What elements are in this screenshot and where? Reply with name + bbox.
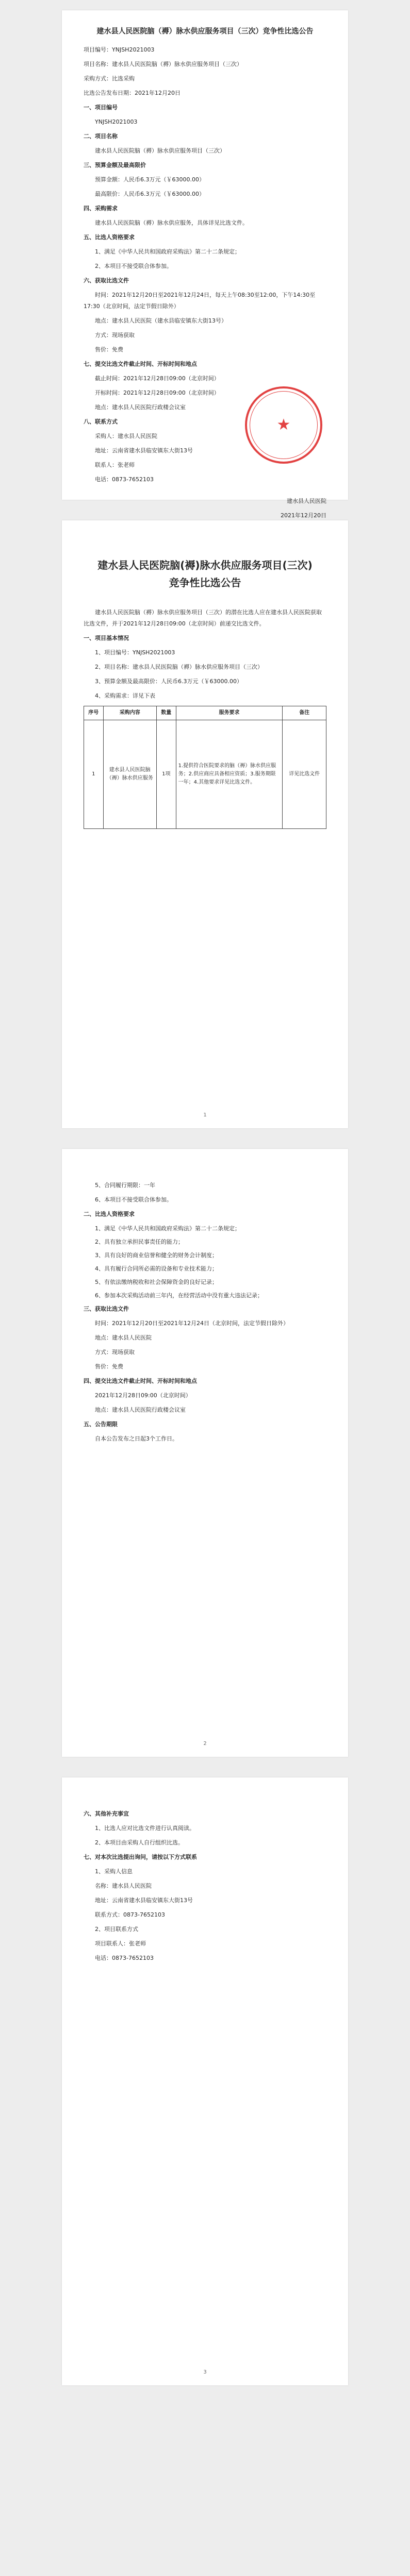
text-line: 比选公告发布日期：2021年12月20日 — [84, 90, 181, 96]
text-line: 联系方式：0873-7652103 — [95, 1911, 165, 1918]
text-line: 1、项目编号：YNJSH2021003 — [95, 649, 175, 656]
list-item: 3、具有良好的商业信誉和健全的财务会计制度； — [95, 1252, 218, 1259]
table-cell: 1.提供符合医院要求的脑（褥）脉水供应服务；2.供应商应具备相应资质；3.服务期限一年；4.其他要求详见比选文件。 — [176, 720, 283, 829]
text-line: 售价：免费 — [95, 1363, 123, 1370]
text-line: 项目名称：建水县人民医院脑（褥）脉水供应服务项目（三次） — [84, 61, 242, 67]
intro-paragraph: 建水县人民医院脑（褥）脉水供应服务项目（三次）的潜在比选人应在建水县人民医院获取比选文件，并于2021年12月28日09:00（北京时间）前递交比选文件。 — [84, 609, 322, 627]
table-header: 备注 — [283, 706, 326, 720]
text-line: 2、项目联系方式 — [95, 1926, 138, 1933]
section-heading: 六、获取比选文件 — [84, 277, 129, 284]
requirements-table — [84, 706, 326, 829]
text-line: 6、本项目不接受联合体参加。 — [95, 1196, 172, 1203]
text-line: 3、预算金额及最高限价：人民币6.3万元（￥63000.00） — [95, 678, 242, 685]
text-line: 项目编号：YNJSH2021003 — [84, 46, 155, 53]
text-line: 2021年12月28日09:00（北京时间） — [95, 1392, 191, 1399]
text-line: 5、合同履行期限：一年 — [95, 1182, 155, 1189]
table-cell: 1 — [84, 720, 104, 829]
text-line: 4、采购需求：详见下表 — [95, 692, 155, 699]
table-cell: 详见比选文件 — [283, 720, 326, 829]
list-item: 6、参加本次采购活动前三年内，在经营活动中没有重大违法记录； — [95, 1292, 263, 1299]
signature-unit: 建水县人民医院 — [287, 498, 326, 504]
text-line: 建水县人民医院脑（褥）脉水供应服务，具体详见比选文件。 — [95, 219, 248, 226]
page-number: 3 — [203, 2369, 207, 2375]
text-line: 地点：建水县人民医院行政楼会议室 — [95, 1406, 186, 1413]
text-line: 地址：云南省建水县临安镇东大街13号 — [95, 1897, 193, 1904]
section-heading: 三、预算金额及最高限价 — [84, 162, 146, 168]
seal-star-icon: ★ — [276, 416, 291, 434]
text-line: 地点：建水县人民医院行政楼会议室 — [95, 404, 186, 411]
section-heading: 四、采购需求 — [84, 205, 118, 212]
text-line: 最高限价：人民币6.3万元（￥63000.00） — [95, 191, 205, 197]
list-item: 5、有依法缴纳税收和社会保障资金的良好记录； — [95, 1279, 218, 1285]
text-line: 时间：2021年12月20日至2021年12月24日（北京时间，法定节假日除外） — [95, 1320, 289, 1327]
table-header: 序号 — [84, 706, 104, 720]
section-heading: 六、其他补充事宜 — [84, 1810, 129, 1817]
table-header: 采购内容 — [103, 706, 156, 720]
table-cell: 1项 — [156, 720, 176, 829]
section-heading: 二、项目名称 — [84, 133, 118, 140]
text-line: 时间：2021年12月20日至2021年12月24日，每天上午08:30至12:00，下午14:30至17:30（北京时间，法定节假日除外） — [84, 292, 316, 310]
section-heading: 三、获取比选文件 — [84, 1306, 129, 1312]
text-line: 采购人：建水县人民医院 — [95, 433, 157, 439]
section-heading: 二、比选人资格要求 — [84, 1211, 135, 1217]
page-2 — [62, 520, 348, 1128]
text-line: 电话：0873-7652103 — [95, 476, 154, 483]
text-line: 2、本项目不接受联合体参加。 — [95, 263, 172, 269]
list-item: 4、具有履行合同所必需的设备和专业技术能力； — [95, 1265, 218, 1272]
text-line: 方式：现场获取 — [95, 332, 135, 338]
text-line: 建水县人民医院脑（褥）脉水供应服务项目（三次） — [95, 147, 225, 154]
list-item: 2、具有独立承担民事责任的能力； — [95, 1239, 184, 1245]
text-line: 2、本项目由采购人自行组织比选。 — [95, 1839, 184, 1846]
text-line: 预算金额：人民币6.3万元（￥63000.00） — [95, 176, 205, 183]
text-line: 地点：建水县人民医院 — [95, 1334, 152, 1341]
page-4 — [62, 1777, 348, 2385]
text-line: 联系人：张老师 — [95, 462, 135, 468]
section-heading: 七、对本次比选提出询问，请按以下方式联系 — [84, 1854, 197, 1860]
page-title: 建水县人民医院脑(褥)脉水供应服务项目(三次) — [97, 559, 313, 571]
text-line: 地址：云南省建水县临安镇东大街13号 — [95, 447, 193, 454]
page-number: 1 — [203, 1112, 207, 1118]
text-line: 截止时间：2021年12月28日09:00（北京时间） — [95, 375, 220, 382]
section-heading: 七、提交比选文件截止时间、开标时间和地点 — [84, 361, 197, 367]
section-heading: 五、比选人资格要求 — [84, 234, 135, 241]
text-line: 采购方式：比选采购 — [84, 75, 135, 82]
section-heading: 五、公告期限 — [84, 1421, 118, 1428]
section-heading: 一、项目基本情况 — [84, 635, 129, 641]
text-line: 开标时间：2021年12月28日09:00（北京时间） — [95, 389, 220, 396]
table-header: 服务要求 — [176, 706, 283, 720]
text-line: 名称：建水县人民医院 — [95, 1883, 152, 1889]
list-item: 1、满足《中华人民共和国政府采购法》第二十二条规定； — [95, 1225, 240, 1232]
text-line: 项目联系人：张老师 — [95, 1940, 146, 1947]
text-line: 自本公告发布之日起3个工作日。 — [95, 1435, 178, 1442]
text-line: 方式：现场获取 — [95, 1349, 135, 1355]
text-line: 2、项目名称：建水县人民医院脑（褥）脉水供应服务项目（三次） — [95, 664, 263, 670]
page-subtitle: 竞争性比选公告 — [169, 577, 241, 589]
page-1 — [62, 10, 348, 519]
section-heading: 四、提交比选文件截止时间、开标时间和地点 — [84, 1378, 197, 1384]
text-line: 1、采购人信息 — [95, 1868, 133, 1875]
text-line: 电话：0873-7652103 — [95, 1955, 154, 1961]
text-line: 1、满足《中华人民共和国政府采购法》第二十二条规定； — [95, 248, 240, 255]
table-header: 数量 — [156, 706, 176, 720]
page-title: 建水县人民医院脑（褥）脉水供应服务项目（三次）竞争性比选公告 — [96, 27, 314, 36]
text-line: 售价：免费 — [95, 346, 123, 353]
page-3 — [62, 1149, 348, 1757]
page-number: 2 — [203, 1741, 207, 1747]
table-cell: 建水县人民医院脑（褥）脉水供应服务 — [103, 720, 156, 829]
section-heading: 一、项目编号 — [84, 104, 118, 111]
text-line: 地点：建水县人民医院（建水县临安镇东大街13号） — [95, 317, 227, 324]
official-seal — [245, 386, 322, 464]
signature-date: 2021年12月20日 — [281, 512, 326, 519]
requirements-list — [84, 1223, 326, 1301]
text-line: 1、比选人应对比选文件进行认真阅读。 — [95, 1825, 195, 1832]
section-heading: 八、联系方式 — [84, 418, 118, 425]
text-line: YNJSH2021003 — [95, 118, 138, 125]
table-row — [84, 720, 326, 829]
